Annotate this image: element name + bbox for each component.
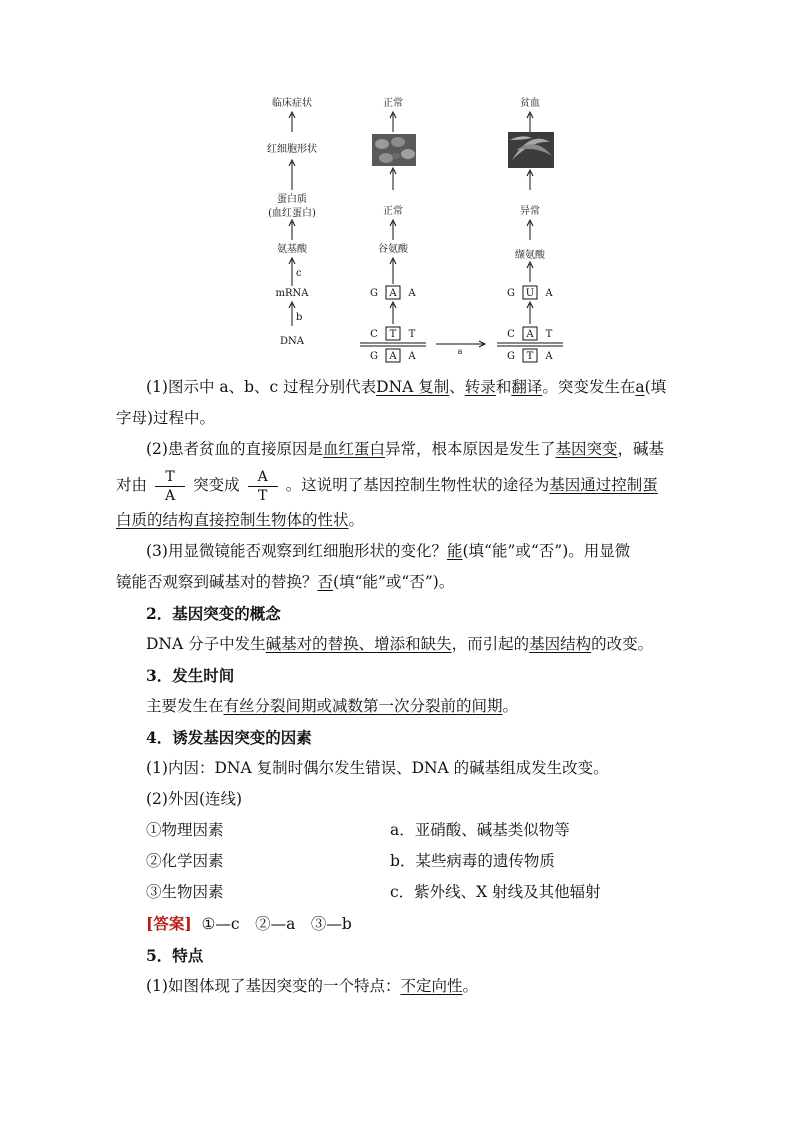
sickle-cell-diagram bbox=[240, 90, 580, 370]
p3-period: 。 bbox=[502, 697, 519, 715]
q1-line2: 字母)过程中。 bbox=[116, 409, 216, 427]
match-left-2: ②化学因素 bbox=[146, 852, 224, 870]
label-dna: DNA bbox=[280, 336, 304, 347]
anemia-mrna-2: U bbox=[525, 288, 535, 299]
normal-mrna-3: A bbox=[408, 288, 416, 299]
q1-and: 和 bbox=[495, 378, 512, 396]
p2-answer-1: 碱基对的替换、增添和缺失 bbox=[265, 635, 452, 653]
answer-tag: [答案] bbox=[146, 914, 192, 933]
match-row-2 bbox=[116, 846, 686, 877]
paragraph-2 bbox=[116, 629, 686, 660]
paragraph-4-2: (2)外因(连线) bbox=[146, 790, 243, 808]
heading-2: 2．基因突变的概念 bbox=[146, 604, 281, 623]
normal-mrna-1: G bbox=[370, 288, 378, 299]
normal-mrna-2: A bbox=[389, 288, 397, 299]
label-hemoglobin: (血红蛋白) bbox=[268, 208, 316, 219]
label-protein: 蛋白质 bbox=[277, 194, 307, 205]
frac2-num: A bbox=[248, 468, 278, 487]
q1-line1 bbox=[116, 372, 686, 403]
anemia-dna-bottom-1: G bbox=[507, 351, 515, 362]
match-left-3: ③生物因素 bbox=[146, 883, 224, 901]
p3-answer: 有丝分裂间期或减数第一次分裂前的间期 bbox=[223, 697, 503, 715]
anemia-dna-top-1: C bbox=[507, 329, 515, 340]
match-row-3 bbox=[116, 877, 686, 908]
label-mrna: mRNA bbox=[275, 288, 309, 299]
q2-line1 bbox=[116, 434, 686, 465]
anemia-mrna-1: G bbox=[507, 288, 515, 299]
p2-text-2: ，而引起的 bbox=[451, 635, 530, 653]
frac2-den: T bbox=[258, 487, 268, 504]
normal-dna-bottom-1: G bbox=[370, 351, 378, 362]
label-clinical: 临床症状 bbox=[272, 98, 312, 109]
q1-text-3: (填 bbox=[644, 378, 667, 396]
q2-text-4: 对由 bbox=[116, 476, 148, 494]
normal-top-label: 正常 bbox=[383, 98, 403, 109]
q1-answer-translation: 翻译 bbox=[511, 378, 543, 396]
anemia-dna-bottom-3: A bbox=[545, 351, 553, 362]
answer-line bbox=[116, 908, 686, 940]
normal-rbc-image bbox=[372, 134, 416, 166]
q2-answer-gene-mutation: 基因突变 bbox=[555, 440, 618, 458]
q3-text-3: 镜能否观察到碱基对的替换？ bbox=[116, 573, 318, 591]
heading-3: 3．发生时间 bbox=[146, 666, 235, 685]
q2-period: 。 bbox=[348, 511, 365, 529]
anemia-protein-label: 异常 bbox=[520, 206, 540, 217]
fraction-t-over-a bbox=[155, 468, 185, 505]
anemia-mrna-3: A bbox=[545, 288, 553, 299]
frac1-den: A bbox=[165, 487, 176, 504]
normal-amino-label: 谷氨酸 bbox=[378, 244, 408, 255]
q2-line3 bbox=[116, 505, 686, 536]
anemia-amino-label: 缬氨酸 bbox=[515, 250, 545, 261]
label-amino-acid: 氨基酸 bbox=[277, 244, 307, 255]
q3-line1 bbox=[116, 536, 686, 567]
anemia-dna-top-3: T bbox=[545, 329, 553, 340]
fraction-a-over-t bbox=[248, 468, 278, 505]
match-row-1 bbox=[116, 815, 686, 846]
q2-text-6: 。这说明了基因控制生物性状的途径为 bbox=[285, 476, 550, 494]
q3-line2 bbox=[116, 567, 686, 598]
diagram-svg bbox=[240, 90, 580, 370]
normal-dna-top-1: C bbox=[370, 329, 378, 340]
match-left-1: ①物理因素 bbox=[146, 821, 224, 839]
normal-dna-top-2: T bbox=[389, 329, 397, 340]
match-right-1: a．亚硝酸、碱基类似物等 bbox=[390, 821, 570, 839]
match-right-3: c．紫外线、X 射线及其他辐射 bbox=[390, 883, 601, 901]
p5-text: (1)如图体现了基因突变的一个特点： bbox=[146, 977, 401, 995]
label-c: c bbox=[296, 268, 302, 279]
q1-answer-dna-replication: DNA 复制 bbox=[376, 378, 450, 396]
normal-protein-label: 正常 bbox=[383, 206, 403, 217]
label-b: b bbox=[296, 312, 303, 323]
q3-text: (3)用显微镜能否观察到红细胞形状的变化？ bbox=[146, 542, 447, 560]
q2-text-5: 突变成 bbox=[193, 476, 240, 494]
heading-4: 4．诱发基因突变的因素 bbox=[146, 728, 312, 747]
paragraph-3 bbox=[116, 691, 686, 722]
q2-text: (2)患者贫血的直接原因是 bbox=[146, 440, 323, 458]
frac1-num: T bbox=[155, 468, 185, 487]
q3-answer-no: 否 bbox=[317, 573, 334, 591]
normal-dna-top-3: T bbox=[408, 329, 416, 340]
mutation-label-a: a bbox=[457, 347, 463, 356]
paragraph-4-1: (1)内因：DNA 复制时偶尔发生错误、DNA 的碱基组成发生改变。 bbox=[146, 759, 609, 777]
q3-text-4: (填“能”或“否”)。 bbox=[333, 573, 455, 591]
p5-answer: 不定向性 bbox=[400, 977, 463, 995]
normal-dna-bottom-2: A bbox=[389, 351, 397, 362]
match-right-2: b．某些病毒的遗传物质 bbox=[390, 852, 555, 870]
q1-sep: 、 bbox=[449, 378, 465, 396]
paragraph-5 bbox=[116, 971, 686, 1002]
sickle-rbc-image bbox=[508, 132, 554, 168]
anemia-dna-bottom-2: T bbox=[526, 351, 534, 362]
p3-text: 主要发生在 bbox=[146, 697, 224, 715]
normal-dna-bottom-3: A bbox=[408, 351, 416, 362]
p2-text: DNA 分子中发生 bbox=[146, 635, 266, 653]
p2-text-3: 的改变。 bbox=[591, 635, 654, 653]
label-rbc-shape: 红细胞形状 bbox=[267, 144, 317, 155]
q2-text-2: 异常，根本原因是发生了 bbox=[384, 440, 556, 458]
q3-text-2: (填“能”或“否”)。用显微 bbox=[462, 542, 631, 560]
content-body bbox=[116, 372, 686, 1002]
q2-answer-part1: 基因通过控制蛋 bbox=[549, 476, 658, 494]
q2-line2 bbox=[116, 465, 686, 505]
q3-answer-yes: 能 bbox=[446, 542, 463, 560]
q1-answer-transcription: 转录 bbox=[464, 378, 496, 396]
q1-text: (1)图示中 a、b、c 过程分别代表 bbox=[146, 378, 377, 396]
heading-5: 5．特点 bbox=[146, 946, 204, 965]
p5-period: 。 bbox=[462, 977, 478, 995]
q2-text-3: ，碱基 bbox=[617, 440, 665, 458]
anemia-dna-top-2: A bbox=[526, 329, 534, 340]
q1-text-2: 。突变发生在 bbox=[542, 378, 636, 396]
q2-answer-part2: 白质的结构直接控制生物体的性状 bbox=[116, 511, 349, 529]
q1-answer-a: a bbox=[635, 378, 645, 396]
anemia-top-label: 贫血 bbox=[520, 98, 540, 109]
p2-answer-2: 基因结构 bbox=[529, 635, 592, 653]
answer-text: ①—c ②—a ③—b bbox=[201, 915, 352, 933]
q2-answer-hemoglobin: 血红蛋白 bbox=[322, 440, 385, 458]
